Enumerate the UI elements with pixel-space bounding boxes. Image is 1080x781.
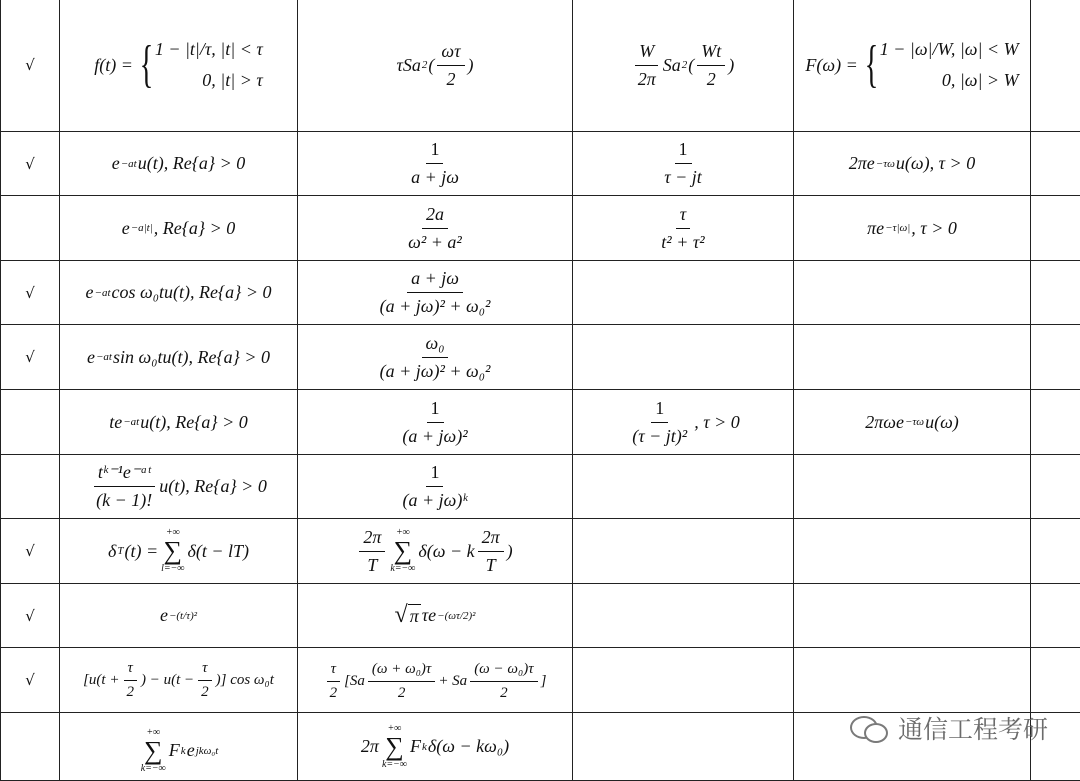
empty-cell	[573, 519, 794, 584]
empty-cell	[1031, 325, 1080, 390]
table-row	[1, 455, 1080, 519]
empty-cell	[1031, 132, 1080, 196]
table-row	[1, 132, 1080, 196]
time-domain-cell: e −at cos ω₀tu(t), Re{a} > 0	[60, 261, 298, 325]
empty-cell	[573, 584, 794, 648]
empty-cell	[794, 584, 1031, 648]
empty-cell	[1031, 196, 1080, 261]
time-domain-cell: δ T (t) = +∞ ∑ l=−∞ δ(t − lT)	[60, 519, 298, 584]
dual-frequency-cell: 2πωe −τω u(ω)	[794, 390, 1031, 455]
table-row	[1, 390, 1080, 455]
frequency-domain-cell: $\frac{2a}{\text{ω² + a²}}$	[298, 196, 573, 261]
frequency-domain-cell: $\frac{1}{\text{(a + jω)²}}$	[298, 390, 573, 455]
time-domain-cell: e −at u(t), Re{a} > 0	[60, 132, 298, 196]
empty-cell	[1031, 390, 1080, 455]
empty-cell	[1031, 584, 1080, 648]
empty-cell	[1031, 648, 1080, 713]
check-mark: √	[1, 325, 60, 390]
dual-frequency-cell: 2πe −τω u(ω), τ > 0	[794, 132, 1031, 196]
time-domain-cell: e −(t/τ)²	[60, 584, 298, 648]
check-mark: √	[1, 261, 60, 325]
check-mark-empty	[1, 455, 60, 519]
watermark	[850, 710, 1048, 746]
empty-cell	[794, 455, 1031, 519]
empty-cell	[794, 648, 1031, 713]
table-row	[1, 0, 1080, 132]
dual-frequency-cell: πe −τ|ω| , τ > 0	[794, 196, 1031, 261]
dual-time-cell: $\frac{1}{\text{(τ − jt)²}}$ , τ > 0	[573, 390, 794, 455]
empty-cell	[573, 325, 794, 390]
empty-cell	[1031, 519, 1080, 584]
check-mark: √	[1, 0, 60, 132]
dual-time-cell: $\frac{\tau}{\text{t² + τ²}}$	[573, 196, 794, 261]
check-mark-empty	[1, 390, 60, 455]
time-domain-cell: [u(t + $\frac{\tau}{2}$ ) − u(t − $\frac{\tau}{2}$ )] cos ω₀t	[60, 648, 298, 713]
frequency-domain-cell: $\frac{1}{\text{(a + jω)ᵏ}}$	[298, 455, 573, 519]
check-mark: √	[1, 132, 60, 196]
dual-time-cell: $\frac{W}{2\pi}$ Sa 2 ( $\frac{Wt}{2}$ )	[573, 0, 794, 132]
check-mark-empty	[1, 196, 60, 261]
table-row	[1, 261, 1080, 325]
empty-cell	[1031, 455, 1080, 519]
frequency-domain-cell: $\frac{a + j\omega}{\text{(a + jω)² + ω₀²}}$	[298, 261, 573, 325]
frequency-domain-cell: $\frac{\text{ω₀}}{\text{(a + jω)² + ω₀²}}$	[298, 325, 573, 390]
check-mark-empty	[1, 713, 60, 781]
table-row	[1, 648, 1080, 713]
check-mark: √	[1, 584, 60, 648]
time-domain-cell: te −at u(t), Re{a} > 0	[60, 390, 298, 455]
table-row	[1, 196, 1080, 261]
frequency-domain-cell: $\frac{\tau}{2}$ [Sa $\frac{\text{(ω + ω₀)τ}}{2}$ + Sa $\frac{\text{(ω − ω₀)τ}}{2}$ ]	[298, 648, 573, 713]
empty-cell	[573, 648, 794, 713]
dual-frequency-cell: F(ω) = { 1 − |ω|/W, |ω| < W 0, |ω| > W	[794, 0, 1031, 132]
wechat-icon	[850, 714, 890, 742]
frequency-domain-cell: $\frac{2\pi}{T}$ +∞ ∑ k=−∞ δ(ω − k $\frac{2\pi}{T}$ )	[298, 519, 573, 584]
frequency-domain-cell: 2π +∞ ∑ k=−∞ F k δ(ω − kω₀)	[298, 713, 573, 781]
table-row	[1, 519, 1080, 584]
table-row	[1, 325, 1080, 390]
dual-time-cell: $\frac{1}{\tau - jt}$	[573, 132, 794, 196]
time-domain-cell: +∞ ∑ k=−∞ F k e jkω₀t	[60, 713, 298, 781]
time-domain-cell: f(t) = { 1 − |t|/τ, |t| < τ 0, |t| > τ	[60, 0, 298, 132]
empty-cell	[1031, 261, 1080, 325]
empty-cell	[1031, 0, 1080, 132]
empty-cell	[573, 455, 794, 519]
empty-cell	[794, 261, 1031, 325]
check-mark: √	[1, 519, 60, 584]
time-domain-cell: e −at sin ω₀tu(t), Re{a} > 0	[60, 325, 298, 390]
watermark-text: 通信工程考研	[898, 710, 1048, 746]
check-mark: √	[1, 648, 60, 713]
frequency-domain-cell: τSa 2 ( $\frac{\omega\tau}{2}$ )	[298, 0, 573, 132]
empty-cell	[573, 261, 794, 325]
empty-cell	[794, 325, 1031, 390]
empty-cell	[794, 519, 1031, 584]
frequency-domain-cell: √ π τe −(ωτ/2)²	[298, 584, 573, 648]
table-row	[1, 584, 1080, 648]
frequency-domain-cell: $\frac{1}{a + j\omega}$	[298, 132, 573, 196]
time-domain-cell: $\frac{\text{tᵏ⁻¹e⁻ᵃᵗ}}{(k - 1)!}$ u(t), Re{a} > 0	[60, 455, 298, 519]
empty-cell	[573, 713, 794, 781]
time-domain-cell: e −a|t| , Re{a} > 0	[60, 196, 298, 261]
